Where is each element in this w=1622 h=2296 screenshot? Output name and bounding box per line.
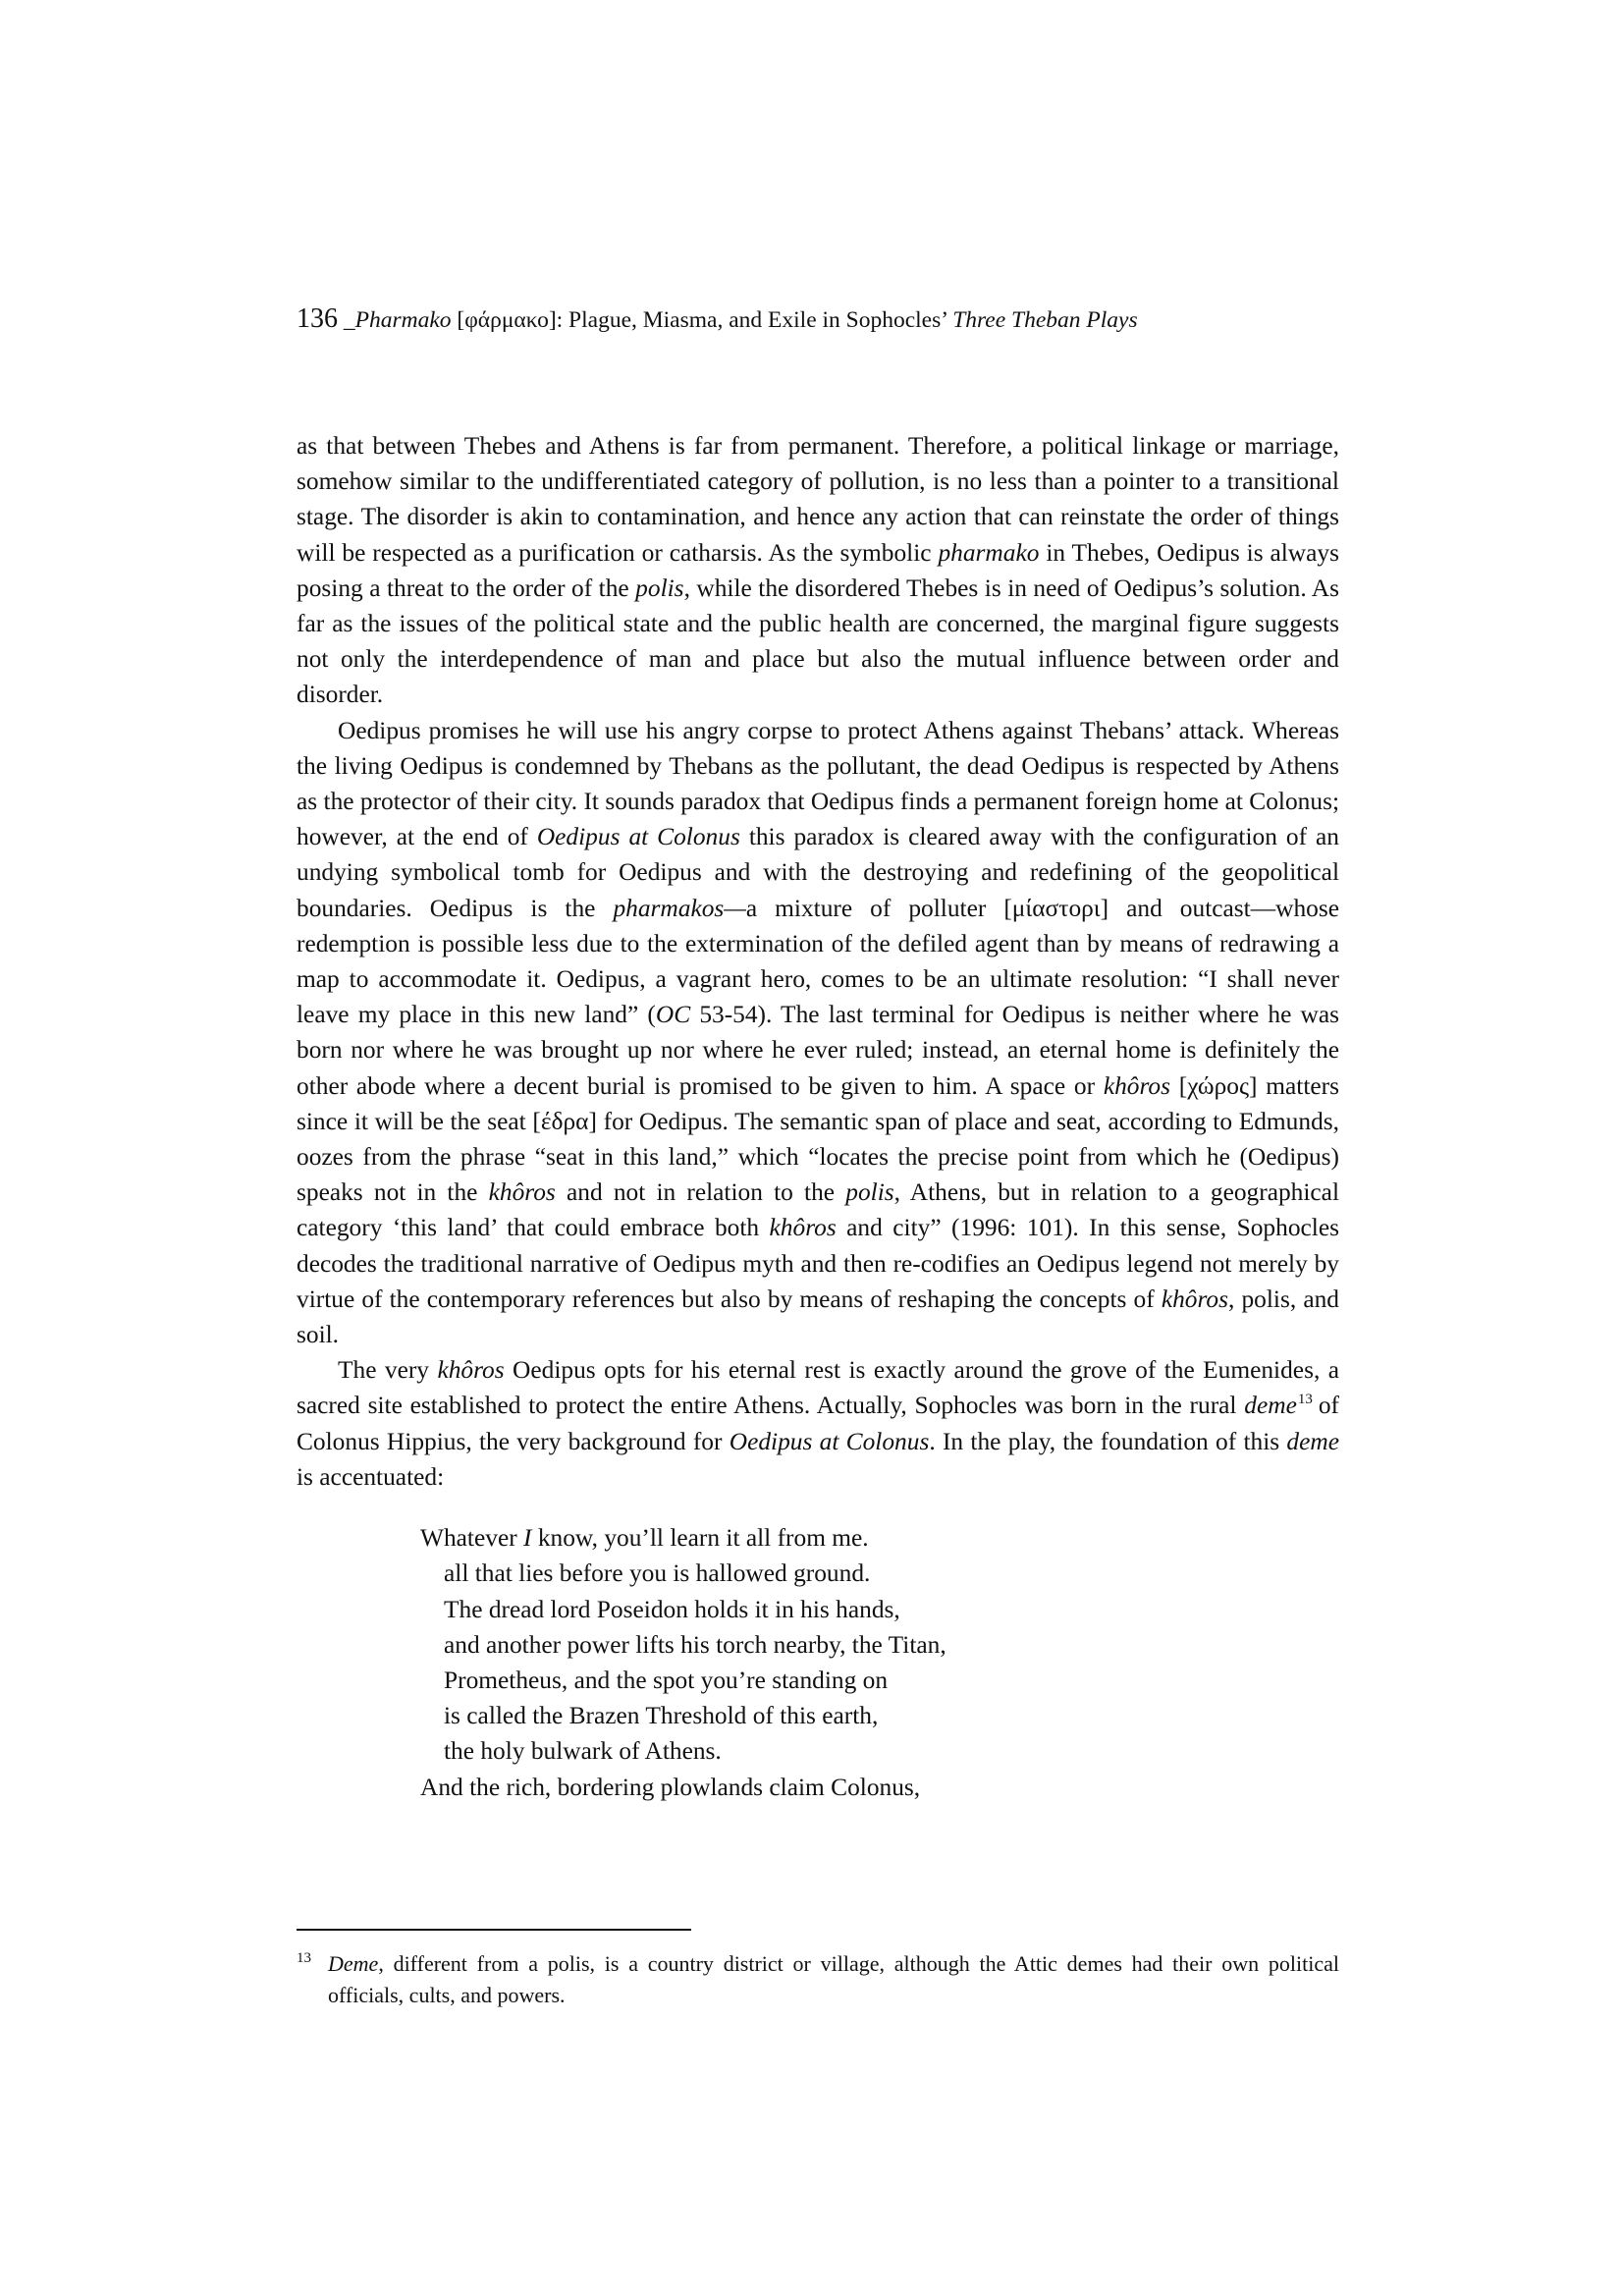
text-run: all that lies before you is hallowed ground. xyxy=(444,1559,871,1588)
italic-text: khôros xyxy=(1103,1071,1170,1100)
footnote-number: 13 xyxy=(297,1950,311,1966)
italic-text: polis xyxy=(845,1178,894,1207)
running-head xyxy=(297,302,1337,337)
text-run: the holy bulwark of Athens. xyxy=(444,1737,722,1766)
paragraph-3 xyxy=(297,1352,1339,1495)
text-run: And the rich, bordering plowlands claim Colonus, xyxy=(420,1773,921,1801)
text-run: , different from a polis, is a country district or village, although the Attic demes had their own political officials, cults, and powers. xyxy=(328,1951,1339,2007)
text-run: this paradox is cleared away with the configuration of an undying symbolical tomb for Oedipus and with the destroying and redefining of the geopolitical boundaries. Oedipus is the xyxy=(297,823,1339,922)
text-run: Whatever xyxy=(420,1524,524,1553)
italic-text: deme xyxy=(1286,1427,1339,1455)
text-run: The very xyxy=(338,1356,438,1385)
footnote-divider xyxy=(297,1929,691,1931)
text-run: . In the play, the foundation of this xyxy=(929,1427,1287,1455)
text-run: [χώρος] matters since it will be the seat [έδρα] for Oedipus. The semantic span of place and seat, according to Edmunds, oozes from the phrase “seat in this land,” which “locates the precise point from which he (Oedipus) speaks not in the xyxy=(297,1071,1339,1207)
text-run: of Colonus Hippius, the very background for xyxy=(297,1392,1339,1455)
text-run: as that between Thebes and Athens is far from permanent. Therefore, a political linkage or marriage, somehow similar to the undifferentiated category of pollution, is no less than a pointer to a transitional stage. The disorder is akin to contamination, and hence any action that can reinstate the order of things will be respected as a purification or catharsis. As the symbolic xyxy=(297,432,1339,567)
verse-line xyxy=(420,1770,1339,1805)
italic-text: deme xyxy=(1244,1392,1297,1420)
italic-text: khôros xyxy=(488,1178,556,1207)
verse-line xyxy=(420,1698,1339,1733)
italic-text: Three Theban Plays xyxy=(952,307,1138,333)
text-run: , while the disordered Thebes is in need of Oedipus’s solution. As far as the issues of the political state and the public health are concerned, the marginal figure suggests not only the interdependence of man and place but also the mutual influence between order and disorder. xyxy=(297,574,1340,709)
page-number: 136 xyxy=(297,303,338,334)
verse-quotation xyxy=(297,1520,1339,1805)
footnote xyxy=(297,1948,1339,2011)
italic-text: pharmako xyxy=(938,538,1040,567)
italic-text: Deme xyxy=(328,1951,379,1976)
text-run: know, you’ll learn it all from me. xyxy=(531,1524,869,1553)
italic-text: Oedipus at Colonus xyxy=(536,823,740,851)
main-text xyxy=(297,428,1339,1805)
text-run: [φάρμακο]: Plague, Miasma, and Exile in Sophocles’ xyxy=(451,307,953,333)
paragraph-2 xyxy=(297,713,1339,1353)
text-run: _ xyxy=(343,307,355,333)
text-run: and another power lifts his torch nearby, the Titan, xyxy=(444,1630,946,1659)
text-run: , polis, and soil. xyxy=(297,1285,1339,1349)
text-run: The dread lord Poseidon holds it in his hands, xyxy=(444,1595,900,1623)
italic-text: khôros xyxy=(437,1356,505,1385)
verse-line xyxy=(420,1663,1339,1698)
text-run: is called the Brazen Threshold of this earth, xyxy=(444,1702,879,1730)
running-title xyxy=(344,307,1138,333)
text-run: Oedipus opts for his eternal rest is exactly around the grove of the Eumenides, a sacred site established to protect the entire Athens. Actually, Sophocles was born in the rural xyxy=(297,1356,1339,1420)
verse-line xyxy=(420,1592,1339,1627)
text-run: Prometheus, and the spot you’re standing on xyxy=(444,1666,889,1694)
italic-text: Oedipus at Colonus xyxy=(729,1427,930,1455)
text-run: , Athens, but in relation to a geographical category ‘this land’ that could embrace both xyxy=(297,1178,1340,1242)
verse-line xyxy=(420,1627,1339,1663)
italic-text: polis xyxy=(635,574,684,602)
text-run: and city” (1996: 101). In this sense, Sophocles decodes the traditional narrative of Oedipus myth and then re-codifies an Oedipus legend not merely by virtue of the contemporary references but also by means of reshaping the concepts of xyxy=(297,1214,1339,1313)
footnote-reference: 13 xyxy=(1297,1392,1313,1408)
footnote-text xyxy=(297,1948,1339,2011)
text-run: in Thebes, Oedipus is always posing a threat to the order of the xyxy=(297,538,1339,602)
italic-text: khôros xyxy=(1161,1285,1229,1313)
italic-text: pharmakos— xyxy=(613,894,746,922)
text-run: a mixture of polluter [μίαστορι] and outcast—whose redemption is possible less due to the extermination of the defiled agent than by means of redrawing a map to accommodate it. Oedipus, a vagrant hero, comes to be an ultimate resolution: “I shall never leave my place in this new land” ( xyxy=(297,894,1339,1029)
text-run: Oedipus promises he will use his angry corpse to protect Athens against Thebans’ attack. Whereas the living Oedipus is condemned by Thebans as the pollutant, the dead Oedipus is respected by Athens as the protector of their city. It sounds paradox that Oedipus finds a permanent foreign home at Colonus; however, at the end of xyxy=(297,716,1339,851)
text-run: is accentuated: xyxy=(297,1462,445,1491)
paragraph-1 xyxy=(297,428,1339,713)
verse-line xyxy=(420,1556,1339,1591)
verse-line xyxy=(420,1733,1339,1769)
italic-text: OC xyxy=(655,1001,691,1029)
text-run: and not in relation to the xyxy=(555,1178,846,1207)
italic-text: khôros xyxy=(769,1214,837,1242)
italic-text: Pharmako xyxy=(354,307,452,333)
text-run: 53-54). The last terminal for Oedipus is neither where he was born nor where he was brought up nor where he ever ruled; instead, an eternal home is definitely the other abode where a decent burial is promised to be given to him. A space or xyxy=(297,1001,1339,1100)
verse-line xyxy=(420,1520,1339,1556)
italic-text: I xyxy=(523,1524,532,1553)
